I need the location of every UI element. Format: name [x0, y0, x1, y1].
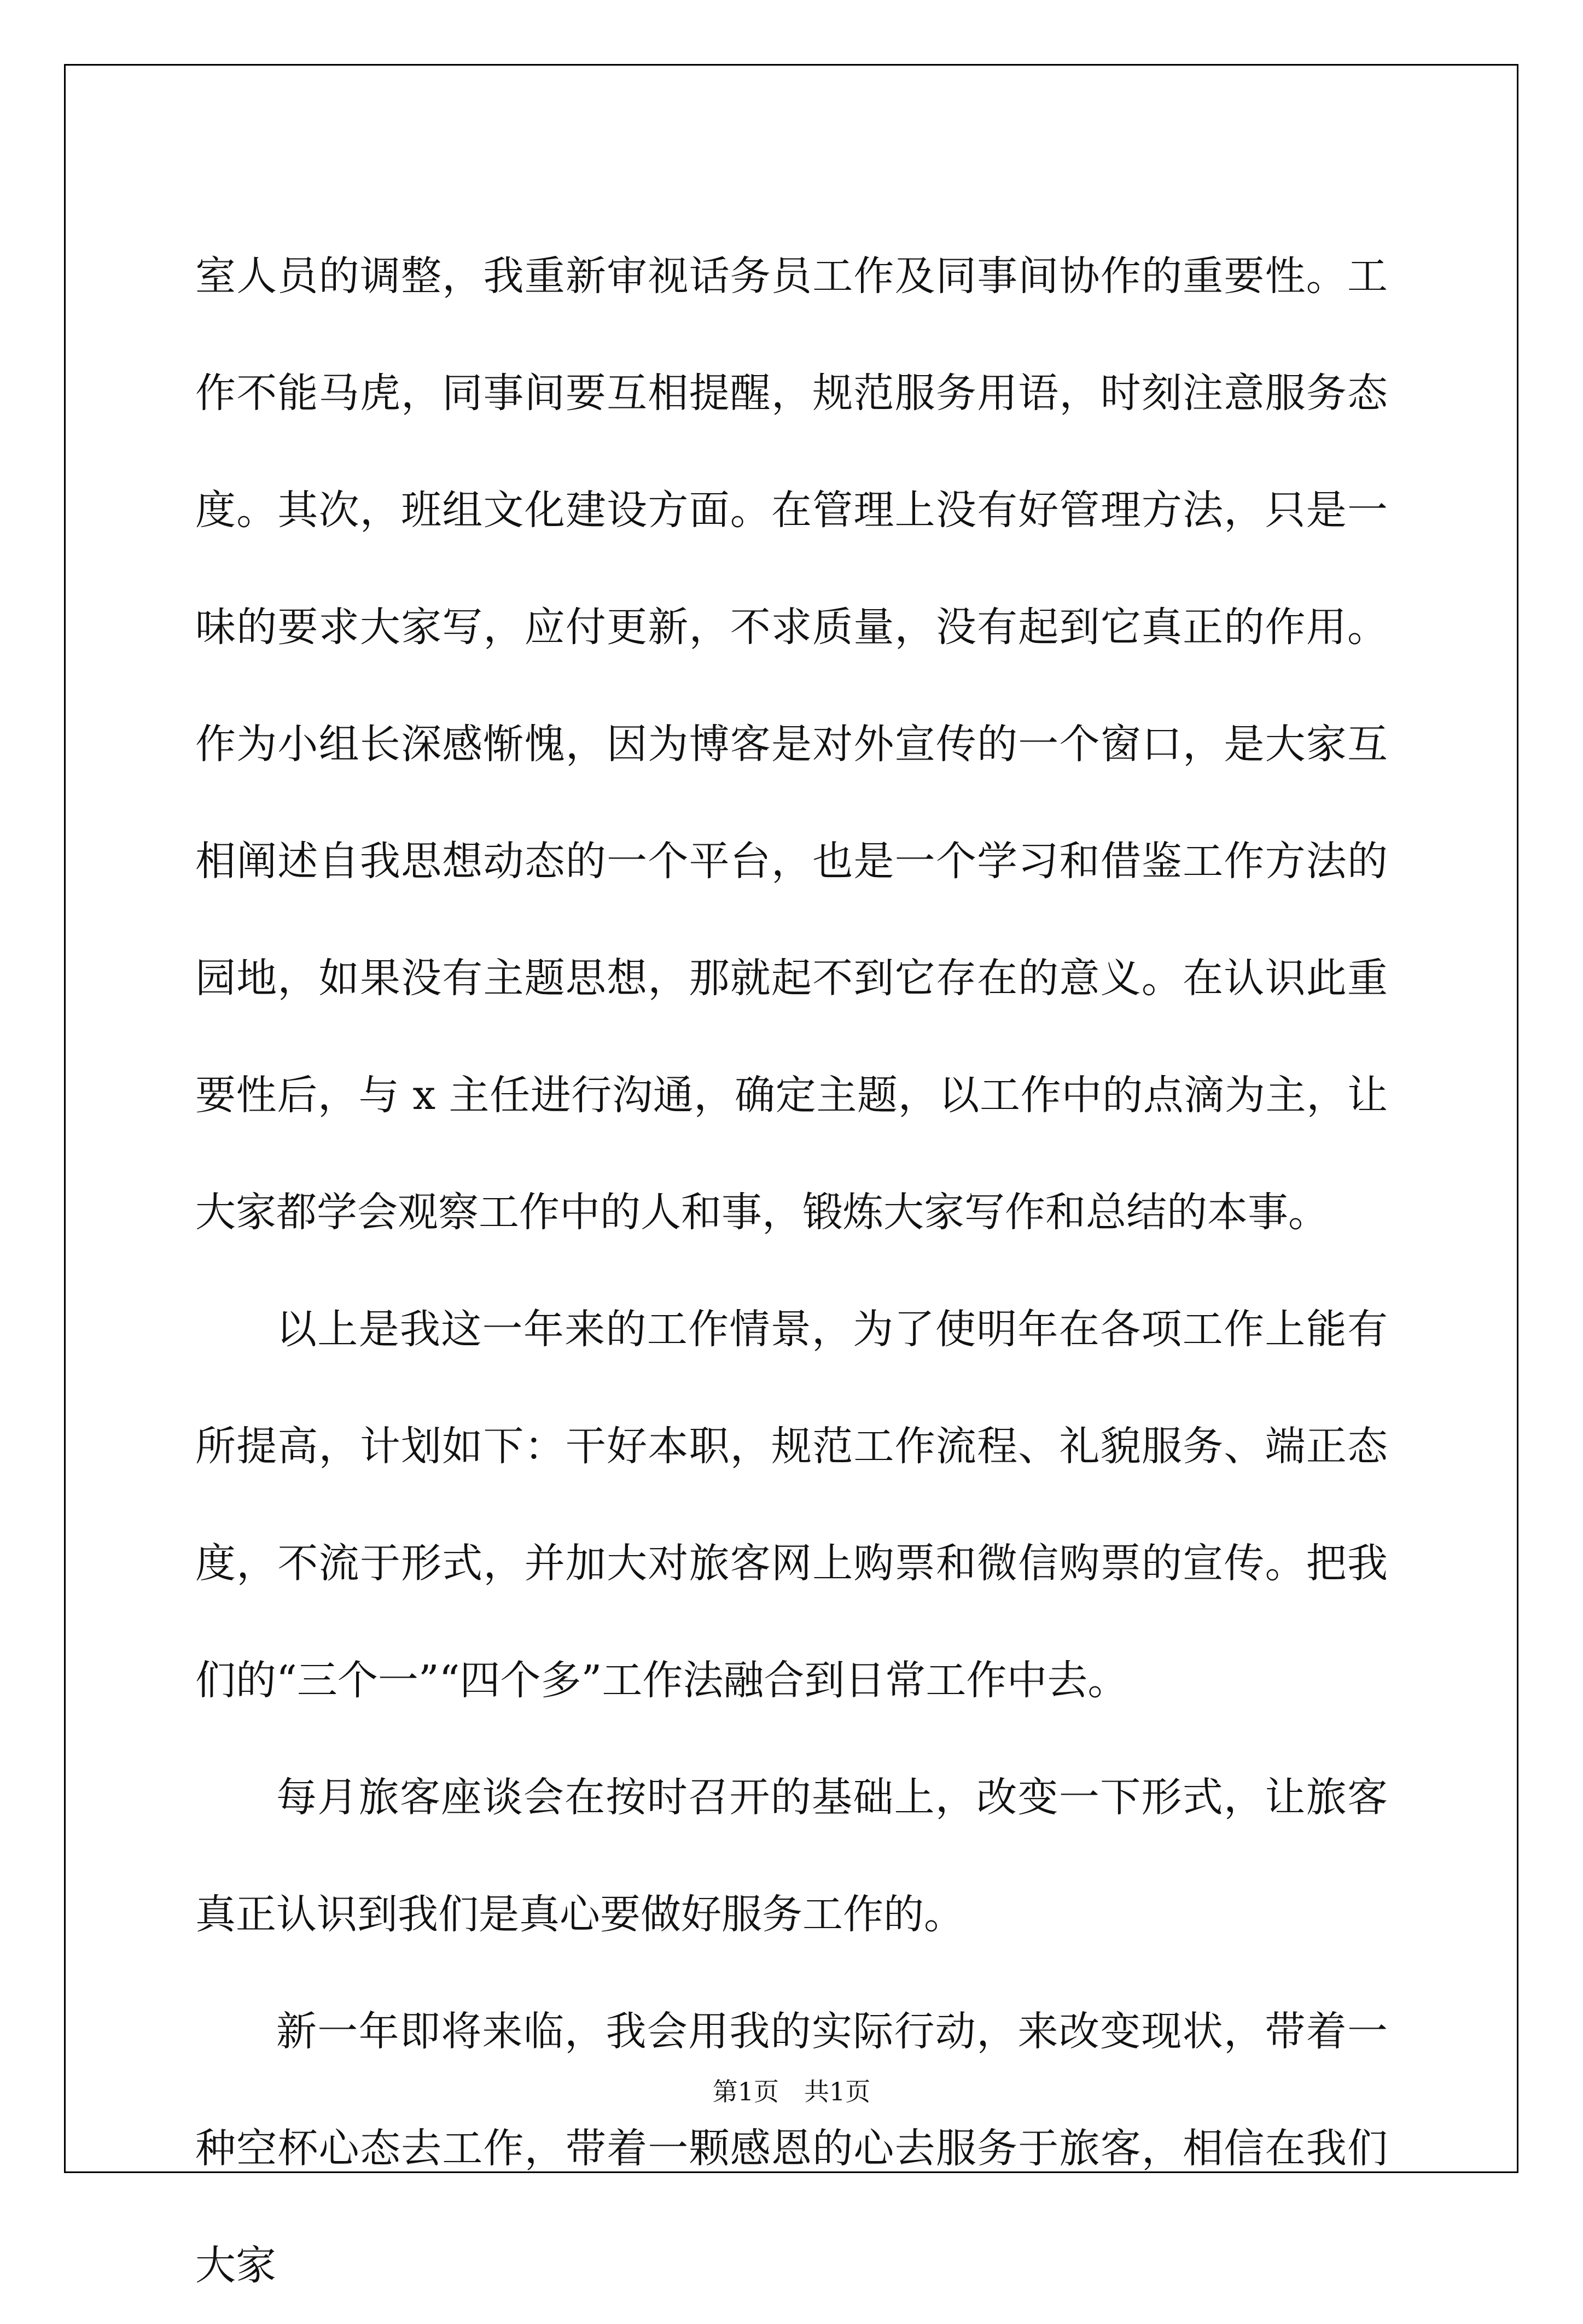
page-footer	[0, 2075, 1583, 2108]
paragraph-3: 每月旅客座谈会在按时召开的基础上，改变一下形式，让旅客真正认识到我们是真心要做好服务工作的。	[195, 1774, 1388, 1938]
page-total: 共1页	[804, 2077, 871, 2106]
document-body	[195, 218, 1388, 2324]
paragraph-1: 室人员的调整，我重新审视话务员工作及同事间协作的重要性。工作不能马虎，同事间要互相提醒，规范服务用语，时刻注意服务态度。其次，班组文化建设方面。在管理上没有好管理方法，只是一味的要求大家写，应付更新，不求质量，没有起到它真正的作用。作为小组长深感惭愧，因为博客是对外宣传的一个窗口，是大家互相阐述自我思想动态的一个平台，也是一个学习和借鉴工作方法的园地，如果没有主题思想，那就起不到它存在的意义。在认识此重要性后，与 x 主任进行沟通，确定主题，以工作中的点滴为主，让大家都学会观察工作中的人和事，锻炼大家写作和总结的本事。	[195, 253, 1388, 1236]
page-number: 第1页	[712, 2077, 779, 2106]
paragraph-4: 新一年即将来临，我会用我的实际行动，来改变现状，带着一种空杯心态去工作，带着一颗感恩的心去服务于旅客，相信在我们大家	[195, 2008, 1388, 2289]
paragraph-2: 以上是我这一年来的工作情景，为了使明年在各项工作上能有所提高，计划如下：干好本职，规范工作流程、礼貌服务、端正态度，不流于形式，并加大对旅客网上购票和微信购票的宣传。把我们的“三个一”“四个多”工作法融合到日常工作中去。	[195, 1306, 1388, 1704]
